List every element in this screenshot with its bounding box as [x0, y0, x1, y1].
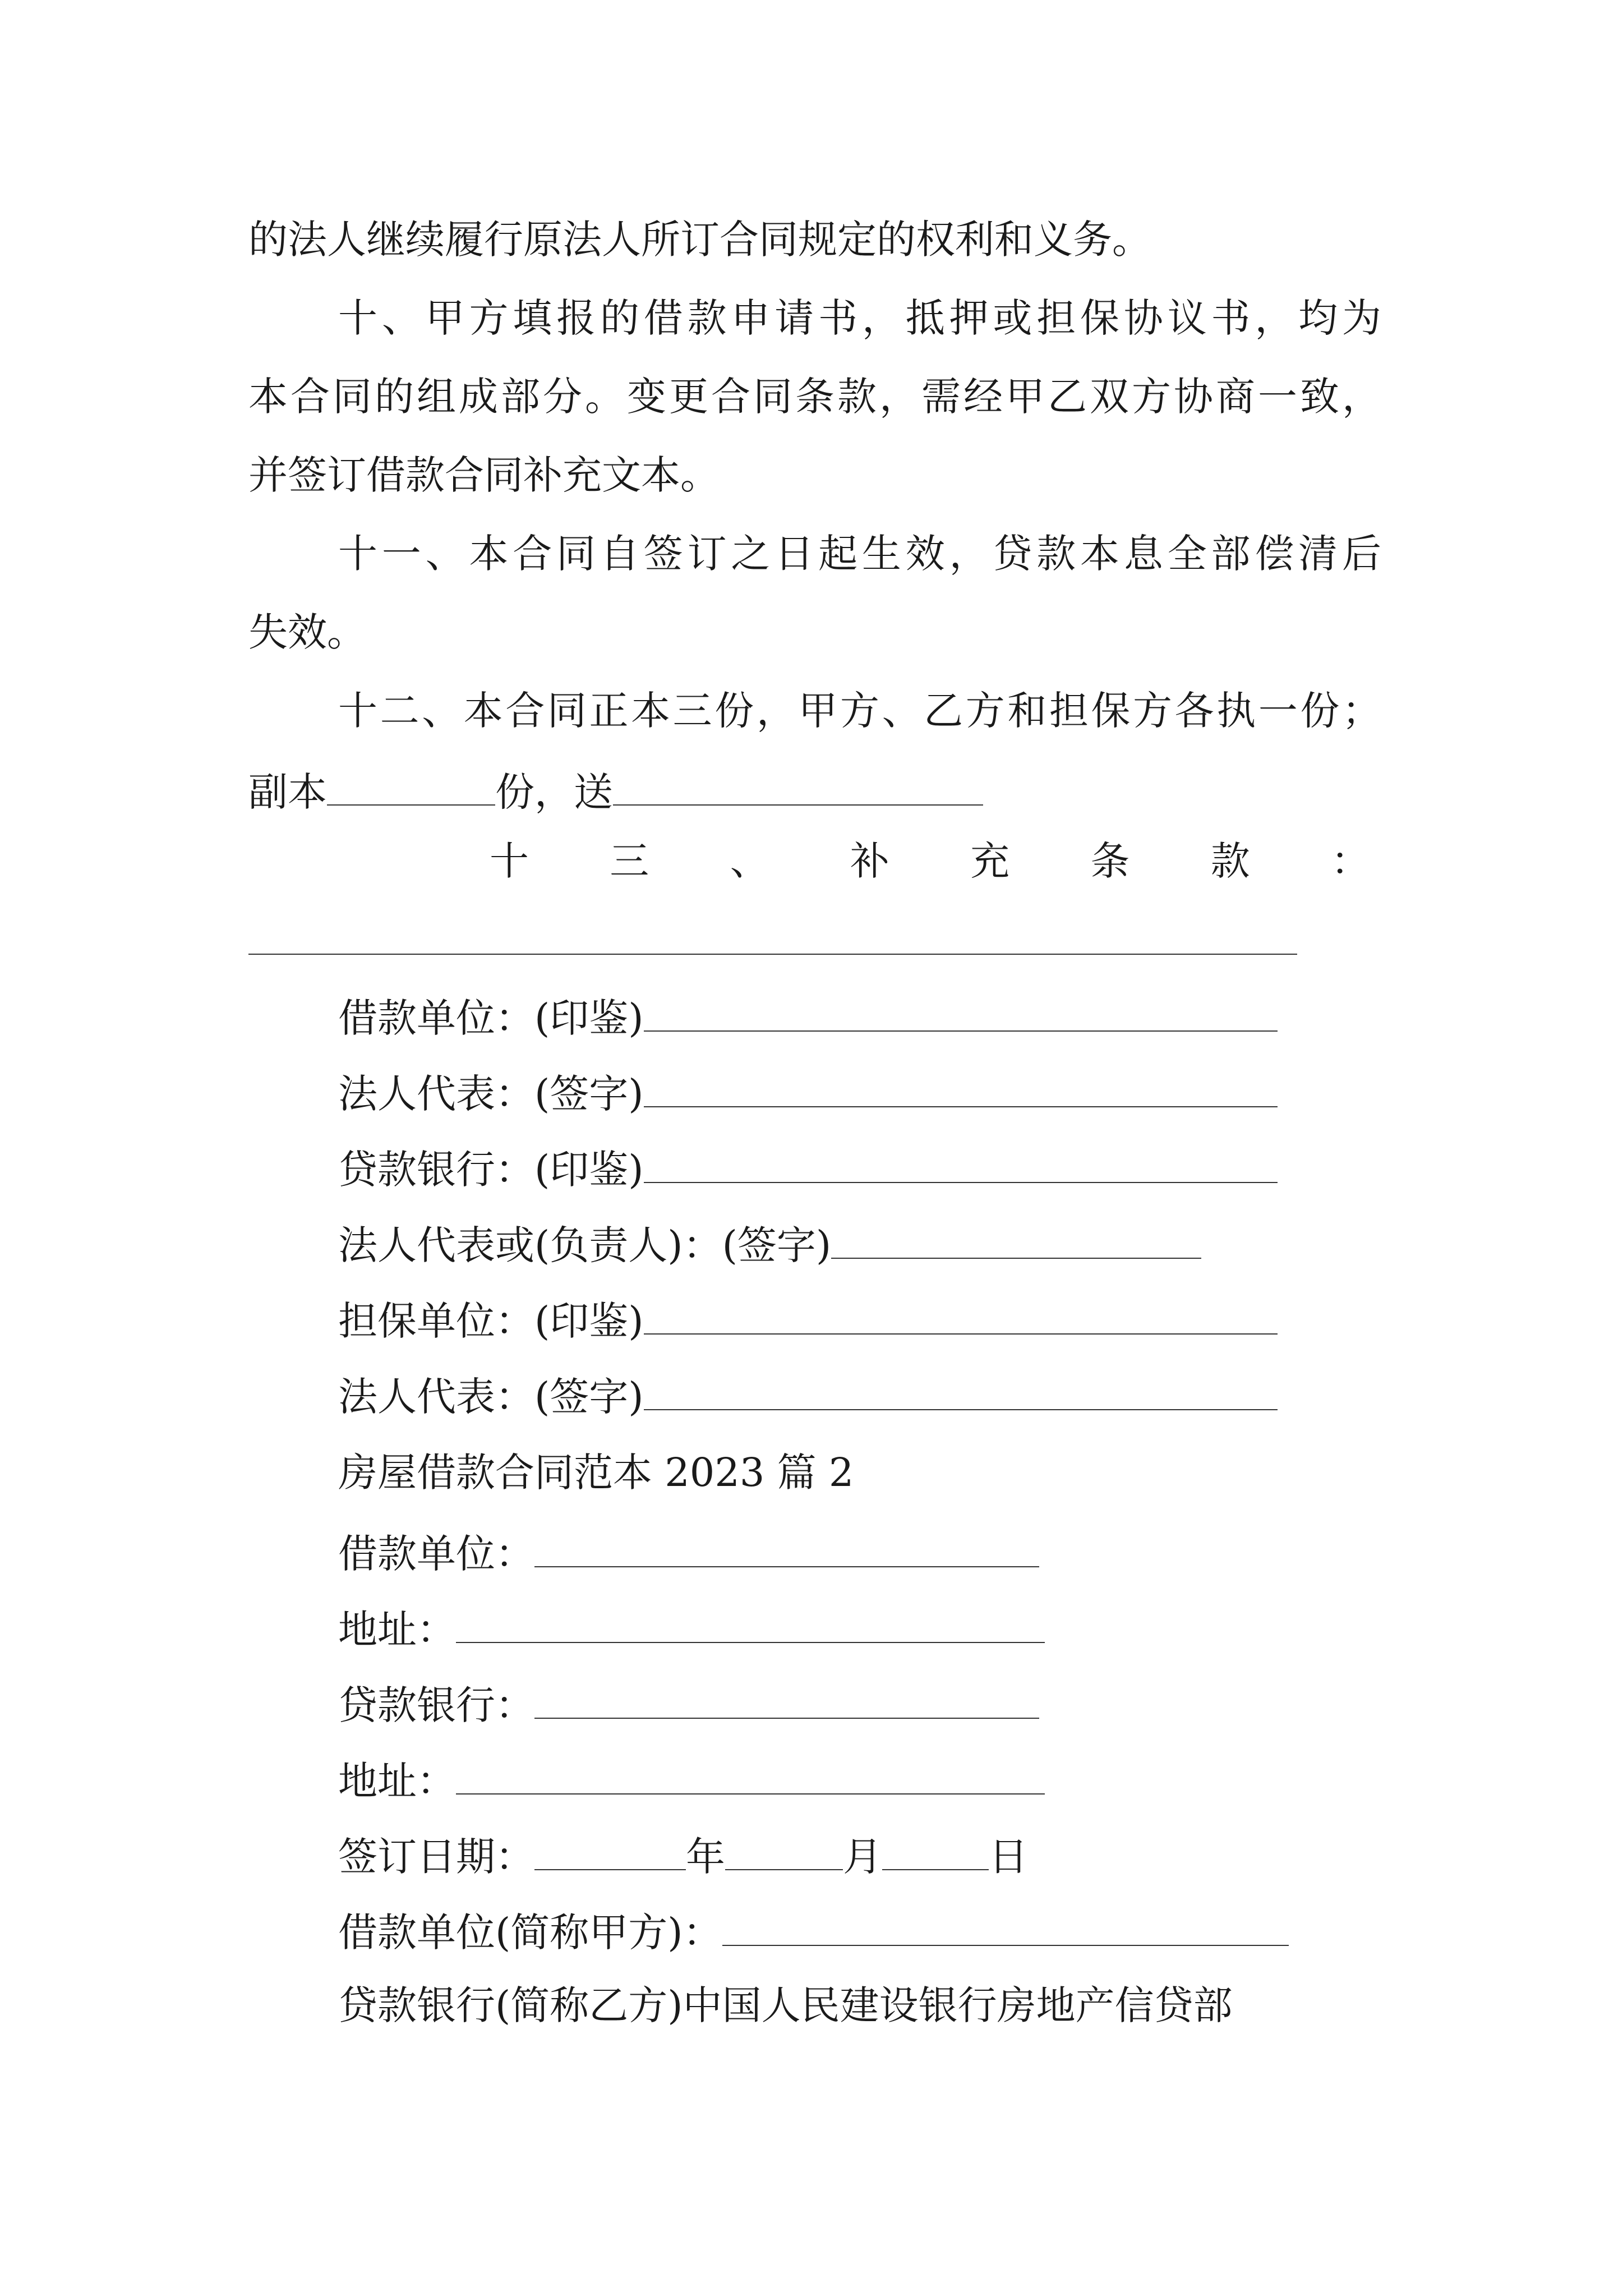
- clause-9-continuation: 的法人继续履行原法人所订合同规定的权利和义务。: [248, 217, 1151, 263]
- borrower-seal-label: 借款单位：(印鉴): [338, 995, 644, 1041]
- supplementary-terms-blank[interactable]: [248, 954, 1297, 955]
- clause-10-line-2: 本合同的组成部分。变更合同条款，需经甲乙双方协商一致，: [248, 374, 1381, 420]
- section-2-title: 房屋借款合同范本 2023 篇 2: [338, 1450, 854, 1496]
- borrower-unit-label: 借款单位：: [338, 1531, 534, 1577]
- bank-rep-label: 法人代表或(负责人)：(签字): [338, 1222, 832, 1268]
- year-blank[interactable]: [534, 1834, 686, 1870]
- clause-12-line-1: 十二、本合同正本三份，甲方、乙方和担保方各执一份；: [338, 688, 1381, 734]
- guarantor-seal-row: [338, 1298, 1278, 1344]
- bank-seal-row: [338, 1147, 1278, 1193]
- month-label: 月: [843, 1834, 882, 1880]
- borrower-rep-blank[interactable]: [644, 1071, 1278, 1107]
- day-label: 日: [989, 1834, 1028, 1880]
- bank-address-label: 地址：: [338, 1758, 456, 1804]
- clause-11-line-1: 十一、本合同自签订之日起生效，贷款本息全部偿清后: [338, 531, 1381, 577]
- clause-10-line-3: 并签订借款合同补充文本。: [248, 452, 720, 498]
- bank-address-row: [338, 1758, 1045, 1804]
- year-label: 年: [686, 1834, 725, 1880]
- bank-seal-blank[interactable]: [644, 1147, 1278, 1183]
- copies-count-blank[interactable]: [327, 770, 495, 806]
- borrower-address-row: [338, 1607, 1045, 1653]
- copies-label: 副本: [248, 769, 327, 815]
- borrower-unit-blank[interactable]: [534, 1531, 1039, 1567]
- month-blank[interactable]: [725, 1834, 843, 1870]
- party-a-label: 借款单位(简称甲方)：: [338, 1910, 722, 1955]
- bank-rep-row: [338, 1222, 1201, 1268]
- borrower-rep-label: 法人代表：(签字): [338, 1071, 644, 1117]
- send-to-blank[interactable]: [613, 770, 983, 806]
- borrower-unit-row: [338, 1531, 1039, 1577]
- send-to-label: 份，送: [495, 769, 613, 815]
- clause-10-line-1: 十、甲方填报的借款申请书，抵押或担保协议书，均为: [338, 295, 1381, 341]
- guarantor-seal-blank[interactable]: [644, 1299, 1278, 1335]
- signing-date-label: 签订日期：: [338, 1834, 534, 1880]
- lending-bank-blank[interactable]: [534, 1683, 1039, 1719]
- bank-address-blank[interactable]: [456, 1759, 1045, 1795]
- lending-bank-row: [338, 1682, 1039, 1728]
- party-b-line: 贷款银行(简称乙方)中国人民建设银行房地产信贷部: [338, 1982, 1233, 2028]
- party-a-blank[interactable]: [722, 1910, 1289, 1946]
- borrower-rep-row: [338, 1071, 1278, 1117]
- clause-11-line-2: 失效。: [248, 609, 366, 655]
- borrower-seal-row: [338, 995, 1278, 1041]
- guarantor-rep-row: [338, 1374, 1278, 1420]
- bank-rep-blank[interactable]: [831, 1223, 1201, 1259]
- bank-seal-label: 贷款银行：(印鉴): [338, 1147, 644, 1193]
- lending-bank-label: 贷款银行：: [338, 1682, 534, 1728]
- guarantor-rep-label: 法人代表：(签字): [338, 1374, 644, 1420]
- signing-date-row: [338, 1834, 1028, 1880]
- clause-12-line-2: [248, 769, 983, 815]
- day-blank[interactable]: [882, 1834, 989, 1870]
- clause-13-heading: 十 三 、 补 充 条 款 ：: [490, 838, 1370, 884]
- party-a-row: [338, 1910, 1289, 1955]
- borrower-address-label: 地址：: [338, 1607, 456, 1653]
- borrower-address-blank[interactable]: [456, 1607, 1045, 1643]
- guarantor-rep-blank[interactable]: [644, 1374, 1278, 1410]
- borrower-seal-blank[interactable]: [644, 996, 1278, 1032]
- guarantor-seal-label: 担保单位：(印鉴): [338, 1298, 644, 1344]
